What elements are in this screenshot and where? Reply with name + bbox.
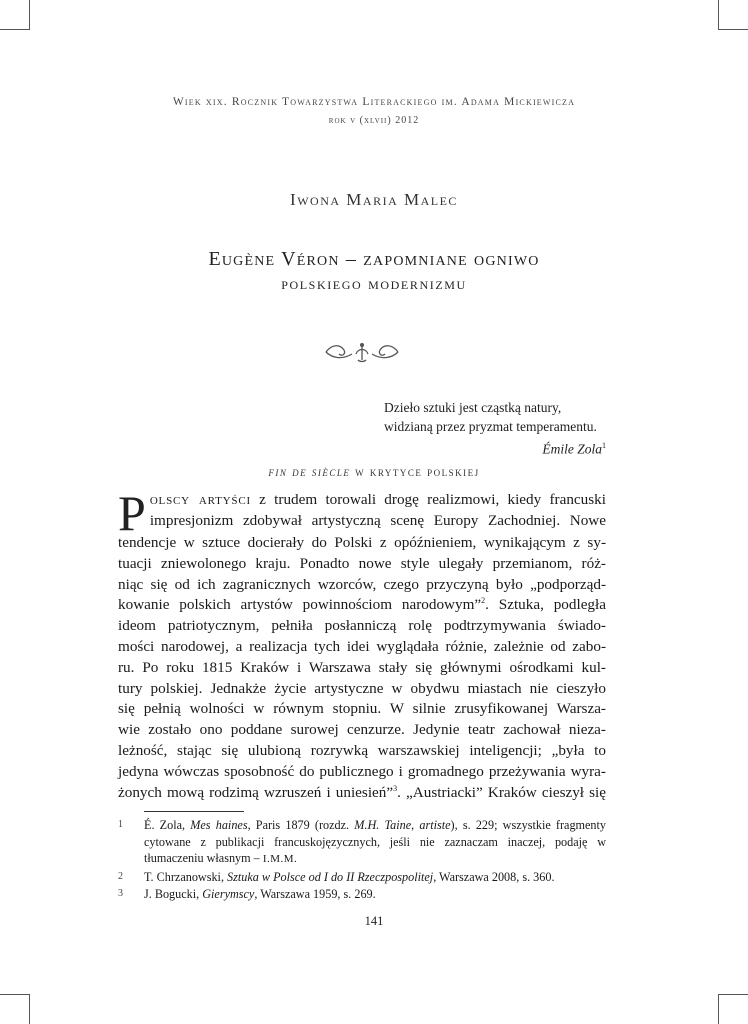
body-line: impresjonizm zdobywał artystyczną scenę Europy Zachodniej. Nowe — [149, 511, 606, 529]
footnote-3 — [118, 886, 606, 903]
body-line: jedyna wówczas sposobność do publicznego i gromadnego przeżywania wyra- — [118, 762, 606, 780]
article-author: Iwona Maria Malec — [290, 190, 458, 209]
footnotes — [118, 817, 606, 904]
epigraph-line-2: widzianą przez pryzmat temperamentu. — [384, 419, 597, 434]
body-line: niąc się od ich zagranicznych wzorców, czego przyczyną było „podporząd- — [118, 575, 606, 593]
footnote-1 — [118, 817, 606, 868]
section-heading-italic: fin de siècle — [268, 464, 351, 479]
body-line — [118, 783, 606, 804]
page-number: 141 — [364, 914, 384, 928]
running-head-year: rok v (xlvii) 2012 — [328, 115, 420, 126]
footnote-italic: Mes haines — [190, 818, 248, 832]
footnote-2 — [118, 869, 606, 886]
epigraph — [384, 398, 606, 459]
body-line-text: . „Austriacki” Kraków cieszył się — [397, 783, 606, 801]
epigraph-attribution — [384, 436, 606, 459]
crop-mark-bottom-right-h — [718, 994, 748, 995]
article-title-line-2: polskiego modernizmu — [281, 274, 467, 293]
crop-mark-top-left — [29, 0, 30, 30]
footnote-text: , Warszawa 1959, s. 269. — [254, 887, 376, 901]
crop-mark-top-right — [718, 0, 719, 30]
footnote-text: É. Zola, — [144, 818, 191, 832]
footnote-text: T. Chrzanowski, — [144, 869, 228, 884]
body-line: ideom patriotycznym, pełniła posłanniczą rolę podtrzymywania świado- — [118, 617, 606, 635]
smallcaps-lead: olscy artyści — [149, 491, 251, 508]
body-line: tuacji zniewolonego kraju. Ponadto nowe style ulegały przemianom, róż- — [118, 554, 606, 572]
footnote-italic: M.H. Taine, artiste — [354, 818, 451, 832]
body-line-text: . Sztuka, podległa — [485, 596, 606, 614]
body-line: się pełnią wolności w równym stopniu. W silnie zrusyfikowanej Warsza- — [118, 700, 606, 718]
footnote-text: ), s. 229; wszystkie fragmenty cytowane z publikacji francuskojęzycznych, jeśli nie zaznaczam inaczej, podaję w tłumaczeniu własnym – — [144, 818, 607, 865]
running-head: Wiek xix. Rocznik Towarzystwa Literackiego im. Adama Mickiewicza — [172, 96, 576, 108]
body-line-text: żonych mową rodzimą wzruszeń i uniesień” — [118, 783, 394, 801]
footnote-text: J. Bogucki, — [144, 887, 203, 901]
crop-mark-bottom-right — [718, 994, 719, 1024]
body-line: tury polskiej. Jednakże życie artystyczne w obydwu miastach nie cieszyło — [118, 679, 606, 697]
footnote-italic: Sztuka w Polsce od I do II Rzeczpospolitej — [227, 869, 434, 884]
body-line: tendencje w sztuce docierały do Polski z opóźnieniem, wynikającym z sy- — [118, 534, 606, 551]
body-paragraph — [118, 485, 606, 803]
footnote-number: 2 — [118, 870, 123, 882]
body-line — [118, 490, 606, 511]
epigraph-line-1: Dzieło sztuki jest cząstką natury, — [384, 400, 562, 415]
footnote-ref-2[interactable]: 2 — [481, 596, 486, 606]
footnote-initials: I.M.M. — [262, 853, 298, 865]
body-line-text: z trudem torowali drogę realizmowi, kiedy francuski — [250, 491, 606, 508]
drop-cap: P — [118, 485, 146, 541]
crop-mark-top-left-h — [0, 29, 30, 30]
footnote-ref-3[interactable]: 3 — [393, 783, 398, 793]
footnote-ref-1[interactable]: 1 — [602, 441, 606, 450]
crop-mark-bottom-left-h — [0, 994, 30, 995]
footnote-text: , Warszawa 2008, s. 360. — [433, 869, 555, 884]
body-line-text: kowanie polskich artystów powinnościom narodowym” — [118, 596, 482, 614]
body-line: wie zostało ono poddane surowej cenzurze. Jedynie teatr zachował nieza- — [118, 721, 606, 739]
footnote-number: 3 — [118, 888, 123, 899]
footnote-number: 1 — [118, 819, 123, 830]
body-line: leżność, stając się ulubioną rozrywką warszawskiej inteligencji; „była to — [118, 741, 606, 759]
ornament-icon — [322, 340, 402, 364]
crop-mark-bottom-left — [29, 994, 30, 1024]
section-heading — [0, 464, 748, 480]
body-line — [118, 595, 606, 616]
footnote-text: , Paris 1879 (rozdz. — [247, 818, 355, 832]
section-heading-rest: w krytyce polskiej — [350, 464, 480, 479]
crop-mark-top-right-h — [718, 29, 748, 30]
footnote-rule — [144, 811, 244, 812]
epigraph-author: Émile Zola — [542, 441, 602, 457]
body-line: mości narodowej, a realizacja tych idei wyglądała różnie, zależnie od zabo- — [118, 637, 606, 655]
article-title-line-1: Eugène Véron – zapomniane ogniwo — [208, 248, 540, 270]
body-line: ru. Po roku 1815 Kraków i Warszawa stały się głównymi ośrodkami kul- — [118, 658, 606, 676]
footnote-italic: Gierymscy — [202, 887, 255, 901]
